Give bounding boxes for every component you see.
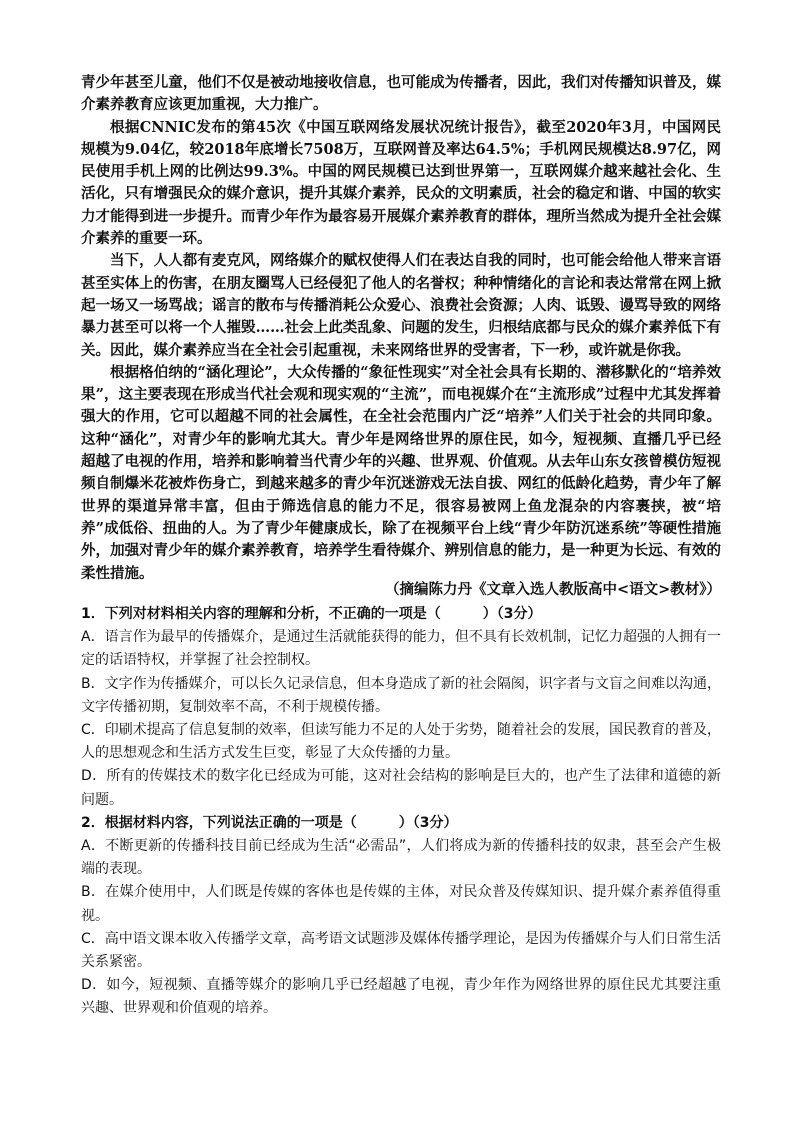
question-1	[81, 603, 721, 812]
question-1-stem: 1．下列对材料相关内容的理解和分析，不正确的一项是（ ）（3分）	[81, 606, 542, 622]
passage-paragraph-1: 根据CNNIC发布的第45次《中国互联网络发展状况统计报告》，截至2020年3月，中国网民规模为9.04亿，较2018年底增长7508万，互联网普及率达64.5%；手机网民规模达8.97亿，网民使用手机上网的比例达99.3%。中国的网民规模已达到世界第一，互联网媒介越来越社会化、生活化，只有增强民众的媒介意识，提升其媒介素养，民众的文明素质，社会的稳定和谐、中国的软实力才能得到进一步提升。而青少年作为最容易开展媒介素养教育的群体，理所当然成为提升全社会媒介素养的重要一环。	[81, 118, 721, 248]
question-list	[81, 603, 721, 1021]
passage-source: （摘编陈力丹《文章入选人教版高中<语文>教材》）	[384, 581, 721, 598]
question-1-option-b: B．文字作为传播媒介，可以长久记录信息，但本身造成了新的社会隔阂，识字者与文盲之间难以沟通，文字传播初期，复制效率不高，不利于规模传播。	[81, 675, 721, 715]
question-2-stem: 2．根据材料内容，下列说法正确的一项是（ ）（3分）	[81, 814, 458, 831]
reading-passage	[81, 72, 721, 585]
question-1-option-d: D．所有的传媒技术的数字化已经成为可能，这对社会结构的影响是巨大的，也产生了法律和道德的新问题。	[81, 768, 721, 808]
question-2-option-b: B．在媒介使用中，人们既是传媒的客体也是传媒的主体，对民众普及传媒知识、提升媒介素养值得重视。	[81, 884, 721, 924]
passage-paragraph-3: 根据格伯纳的“涵化理论”，大众传播的“象征性现实”对全社会具有长期的、潜移默化的“培养效果”，这主要表现在形成当代社会观和现实观的“主流”，而电视媒介在“主流形成”过程中尤其发挥着强大的作用，它可以超越不同的社会属性，在全社会范围内广泛“培养”人们关于社会的共同印象。这种“涵化”，对青少年的影响尤其大。青少年是网络世界的原住民，如今，短视频、直播几乎已经超越了电视的作用，培养和影响着当代青少年的兴趣、世界观、价值观。从去年山东女孩曾模仿短视频自制爆米花被炸伤身亡，到越来越多的青少年沉迷游戏无法自拔、网红的低龄化趋势，青少年了解世界的渠道异常丰富，但由于筛选信息的能力不足，很容易被网上鱼龙混杂的内容裹挟，被“培养”成低俗、扭曲的人。为了青少年健康成长，除了在视频平台上线“青少年防沉迷系统”等硬性措施外，加强对青少年的媒介素养教育，培养学生看待媒介、辨别信息的能力，是一种更为长远、有效的柔性措施。	[81, 363, 721, 582]
question-1-option-c: C．印刷术提高了信息复制的效率，但读写能力不足的人处于劣势，随着社会的发展，国民教育的普及，人的思想观念和生活方式发生巨变，彰显了大众传播的力量。	[81, 722, 721, 762]
question-2-option-d: D．如今，短视频、直播等媒介的影响几乎已经超越了电视，青少年作为网络世界的原住民尤其要注重兴趣、世界观和价值观的培养。	[81, 977, 721, 1017]
question-2-option-c: C．高中语文课本收入传播学文章，高考语文试题涉及媒体传播学理论，是因为传播媒介与人们日常生活关系紧密。	[81, 930, 721, 971]
question-2	[81, 812, 721, 1021]
question-2-option-a: A．不断更新的传播科技目前已经成为生活“必需品”，人们将成为新的传播科技的奴隶，甚至会产生极端的表现。	[81, 838, 721, 878]
question-1-option-a: A．语言作为最早的传播媒介，是通过生活就能获得的能力，但不具有长效机制，记忆力超强的人拥有一定的话语特权，并掌握了社会控制权。	[81, 629, 721, 669]
passage-paragraph-0: 青少年甚至儿童，他们不仅是被动地接收信息，也可能成为传播者，因此，我们对传播知识普及，媒介素养教育应该更加重视，大力推广。	[81, 74, 721, 114]
passage-paragraph-2: 当下，人人都有麦克风，网络媒介的赋权使得人们在表达自我的同时，也可能会给他人带来言语甚至实体上的伤害，在朋友圈骂人已经侵犯了他人的名誉权；种种情绪化的言论和表达常常在网上掀起一场又一场骂战；谣言的散布与传播消耗公众爱心、浪费社会资源；人肉、诋毁、谩骂导致的网络暴力甚至可以将一个人摧毁……社会上此类乱象、问题的发生，归根结底都与民众的媒介素养低下有关。因此，媒介素养应当在全社会引起重视，未来网络世界的受害者，下一秒，或许就是你我。	[81, 252, 721, 359]
